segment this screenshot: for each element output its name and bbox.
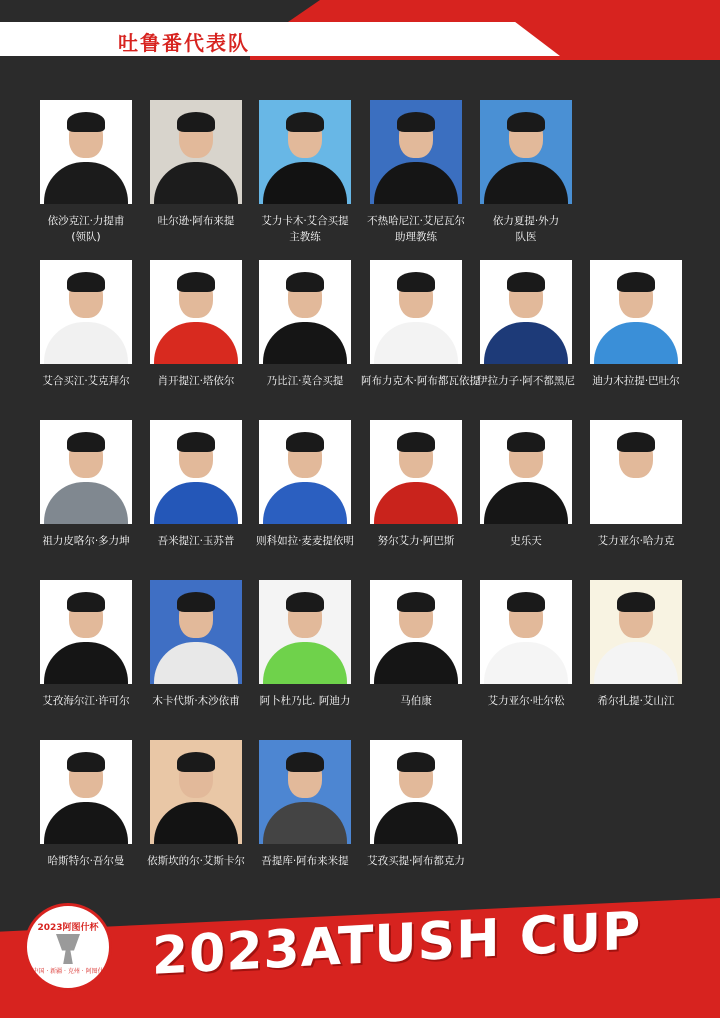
player-hair xyxy=(177,112,215,132)
header-dark-corner xyxy=(0,0,320,22)
player-name: 迪力木拉提·巴吐尔 xyxy=(592,375,680,387)
player-hair xyxy=(617,432,655,452)
player-card xyxy=(31,260,141,389)
player-name: 马伯康 xyxy=(400,695,432,707)
player-shirt xyxy=(594,322,678,364)
player-name: 不热哈尼江·艾尼瓦尔 xyxy=(367,215,465,227)
player-name: 肖开提江·塔依尔 xyxy=(157,375,235,387)
player-hair xyxy=(507,272,545,292)
player-name: 哈斯特尔·吾尔曼 xyxy=(47,855,125,867)
player-card xyxy=(581,420,691,549)
player-card xyxy=(581,580,691,709)
player-hair xyxy=(397,752,435,772)
player-card xyxy=(471,420,581,549)
player-photo xyxy=(370,740,462,844)
logo-title: 2023阿图什杯 xyxy=(37,923,99,933)
player-hair xyxy=(507,432,545,452)
player-photo xyxy=(590,580,682,684)
player-shirt xyxy=(263,802,347,844)
player-name: 艾力亚尔·吐尔松 xyxy=(487,695,565,707)
player-hair xyxy=(617,592,655,612)
player-card xyxy=(361,420,471,549)
player-card xyxy=(471,260,581,389)
player-card xyxy=(31,740,141,869)
player-hair xyxy=(507,112,545,132)
team-title: 吐鲁番代表队 xyxy=(118,31,250,55)
player-hair xyxy=(177,432,215,452)
player-name: 艾孜海尔江·许可尔 xyxy=(42,695,130,707)
player-card xyxy=(361,580,471,709)
player-photo xyxy=(259,580,351,684)
player-name: 依沙克江·力提甫 xyxy=(47,215,125,227)
player-photo xyxy=(370,260,462,364)
player-name: 阿卜杜乃比. 阿迪力 xyxy=(259,695,351,707)
player-name: 依力夏提·外力 xyxy=(492,215,560,227)
player-shirt xyxy=(594,482,678,524)
player-shirt xyxy=(44,162,128,204)
player-shirt xyxy=(374,322,458,364)
player-shirt xyxy=(154,802,238,844)
player-photo xyxy=(480,580,572,684)
player-card xyxy=(250,740,360,869)
player-hair xyxy=(286,432,324,452)
player-card xyxy=(31,580,141,709)
player-photo xyxy=(40,740,132,844)
player-shirt xyxy=(44,802,128,844)
player-card xyxy=(361,100,471,245)
player-card xyxy=(141,100,251,229)
logo-subtitle: 中国 · 新疆 · 克州 · 阿图什 xyxy=(32,968,104,975)
player-hair xyxy=(286,112,324,132)
player-shirt xyxy=(154,162,238,204)
player-card xyxy=(581,260,691,389)
player-name: 希尔扎提·艾山江 xyxy=(597,695,675,707)
player-name: 艾力卡木·艾合买提 xyxy=(261,215,349,227)
player-shirt xyxy=(484,642,568,684)
player-hair xyxy=(67,592,105,612)
player-shirt xyxy=(374,642,458,684)
player-hair xyxy=(177,592,215,612)
player-shirt xyxy=(154,322,238,364)
player-name: 则科如拉·麦麦提依明 xyxy=(256,535,354,547)
player-photo xyxy=(480,100,572,204)
cup-logo xyxy=(24,903,112,991)
player-shirt xyxy=(263,642,347,684)
player-hair xyxy=(617,272,655,292)
player-shirt xyxy=(594,642,678,684)
player-photo xyxy=(259,100,351,204)
player-shirt xyxy=(374,482,458,524)
player-hair xyxy=(177,752,215,772)
player-shirt xyxy=(44,322,128,364)
player-hair xyxy=(397,112,435,132)
player-photo xyxy=(259,260,351,364)
player-photo xyxy=(259,420,351,524)
player-photo xyxy=(259,740,351,844)
player-hair xyxy=(67,432,105,452)
player-shirt xyxy=(154,642,238,684)
player-name: 艾孜买提·阿布都克力 xyxy=(367,855,465,867)
player-photo xyxy=(40,100,132,204)
player-name: 吾米提江·玉苏普 xyxy=(157,535,235,547)
player-card xyxy=(141,420,251,549)
player-hair xyxy=(286,592,324,612)
player-shirt xyxy=(44,642,128,684)
player-name: 史乐天 xyxy=(510,535,542,547)
trophy-icon xyxy=(56,934,80,964)
player-photo xyxy=(590,260,682,364)
player-card xyxy=(471,580,581,709)
player-card xyxy=(141,580,251,709)
player-name: 祖力皮咯尔·多力坤 xyxy=(42,535,130,547)
player-hair xyxy=(67,272,105,292)
player-card xyxy=(250,260,360,389)
player-name: 艾力亚尔·哈力克 xyxy=(597,535,675,547)
player-photo xyxy=(480,420,572,524)
player-shirt xyxy=(44,482,128,524)
player-card xyxy=(31,420,141,549)
player-shirt xyxy=(263,322,347,364)
player-name: 吾提库·阿布来米提 xyxy=(261,855,349,867)
player-name: 伊拉力子·阿不都黑尼 xyxy=(477,375,575,387)
player-hair xyxy=(507,592,545,612)
player-name: 乃比江·莫合买提 xyxy=(266,375,344,387)
player-shirt xyxy=(154,482,238,524)
player-photo xyxy=(40,580,132,684)
player-hair xyxy=(67,752,105,772)
player-hair xyxy=(397,272,435,292)
player-photo xyxy=(40,260,132,364)
player-hair xyxy=(67,112,105,132)
player-name: 阿布力克木·阿布都瓦依提 xyxy=(361,375,480,387)
player-card xyxy=(250,420,360,549)
player-name: 努尔艾力·阿巴斯 xyxy=(377,535,455,547)
player-role: 队医 xyxy=(515,231,537,243)
player-photo xyxy=(370,580,462,684)
player-hair xyxy=(286,272,324,292)
player-photo xyxy=(150,740,242,844)
player-card xyxy=(361,260,480,389)
player-card xyxy=(250,580,360,709)
player-shirt xyxy=(263,482,347,524)
player-photo xyxy=(590,420,682,524)
player-role: 主教练 xyxy=(289,231,321,243)
player-role: 助理教练 xyxy=(395,231,437,243)
player-card xyxy=(471,100,581,245)
player-name: 依斯坎的尔·艾斯卡尔 xyxy=(147,855,245,867)
player-shirt xyxy=(484,322,568,364)
player-card xyxy=(361,740,471,869)
player-role: (领队) xyxy=(71,231,101,243)
player-photo xyxy=(150,100,242,204)
player-photo xyxy=(150,260,242,364)
player-hair xyxy=(286,752,324,772)
player-shirt xyxy=(374,802,458,844)
player-photo xyxy=(370,420,462,524)
player-card xyxy=(250,100,360,245)
player-shirt xyxy=(484,482,568,524)
player-hair xyxy=(397,432,435,452)
player-photo xyxy=(370,100,462,204)
player-hair xyxy=(177,272,215,292)
player-photo xyxy=(150,420,242,524)
player-name: 吐尔逊·阿布来提 xyxy=(157,215,235,227)
player-photo xyxy=(480,260,572,364)
player-hair xyxy=(397,592,435,612)
player-card xyxy=(141,740,251,869)
player-shirt xyxy=(263,162,347,204)
player-photo xyxy=(150,580,242,684)
player-photo xyxy=(40,420,132,524)
player-card xyxy=(31,100,141,245)
header-white-banner xyxy=(0,22,560,56)
player-shirt xyxy=(484,162,568,204)
header-band xyxy=(0,0,720,75)
player-name: 艾合买江·艾克拜尔 xyxy=(42,375,130,387)
player-card xyxy=(141,260,251,389)
cup-title: 2023ATUSH CUP xyxy=(152,901,642,987)
player-name: 木卡代斯·木沙依甫 xyxy=(152,695,240,707)
player-shirt xyxy=(374,162,458,204)
